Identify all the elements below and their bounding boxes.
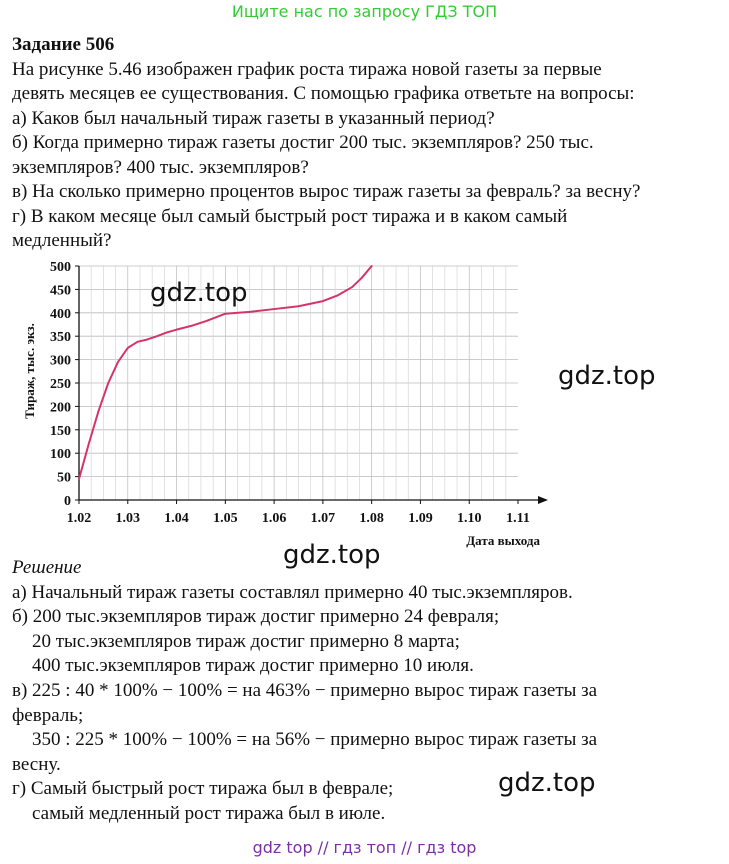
x-axis-label: Дата выхода bbox=[466, 533, 540, 548]
solution-line: а) Начальный тираж газеты составлял примерно 40 тыс.экземпляров. bbox=[12, 581, 573, 603]
x-tick-label: 1.04 bbox=[164, 511, 189, 526]
task-text bbox=[12, 33, 724, 254]
task-line: медленный? bbox=[12, 230, 112, 251]
footer-links: gdz top // гдз топ // гдз top bbox=[252, 838, 477, 857]
solution-line: самый медленный рост тиража был в июле. bbox=[32, 802, 386, 824]
task-line: б) Когда примерно тираж газеты достиг 200 тыс. экземпляров? 250 тыс. bbox=[12, 132, 594, 153]
x-tick-label: 1.08 bbox=[359, 511, 384, 526]
solution-heading: Решение bbox=[12, 557, 82, 578]
x-tick-label: 1.07 bbox=[310, 511, 336, 526]
x-tick-label: 1.10 bbox=[456, 511, 482, 526]
solution-line: весну. bbox=[12, 753, 61, 775]
x-axis-arrow bbox=[538, 496, 548, 504]
task-line: г) В каком месяце был самый быстрый рост тиража и в каком самый bbox=[12, 205, 568, 227]
x-tick-label: 1.06 bbox=[261, 511, 287, 526]
solution-line: в) 225 : 40 * 100% − 100% = на 463% − примерно вырос тираж газеты за bbox=[12, 679, 598, 701]
y-axis-label: Тираж, тыс. экз. bbox=[22, 323, 37, 419]
search-banner: Ищите нас по запросу ГДЗ ТОП bbox=[231, 2, 498, 21]
task-line: На рисунке 5.46 изображен график роста тиража новой газеты за первые bbox=[12, 58, 602, 80]
solution bbox=[12, 556, 724, 827]
y-tick-label: 150 bbox=[50, 423, 71, 439]
y-tick-label: 400 bbox=[50, 306, 71, 322]
y-tick-label: 450 bbox=[50, 283, 71, 299]
task-title: Задание 506 bbox=[12, 34, 115, 55]
y-tick-label: 300 bbox=[50, 353, 71, 369]
task-line: экземпляров? 400 тыс. экземпляров? bbox=[12, 156, 309, 178]
x-tick-label: 1.03 bbox=[115, 511, 141, 526]
watermark: gdz.top bbox=[498, 768, 596, 798]
solution-lines bbox=[12, 581, 724, 827]
chart-svg bbox=[14, 252, 554, 552]
x-tick-label: 1.09 bbox=[408, 511, 433, 526]
solution-line: 20 тыс.экземпляров тираж достиг примерно 8 марта; bbox=[32, 630, 460, 652]
y-tick-label: 50 bbox=[57, 470, 71, 486]
watermark: gdz.top bbox=[150, 278, 248, 308]
y-tick-label: 100 bbox=[50, 447, 71, 463]
solution-line: февраль; bbox=[12, 704, 84, 726]
x-tick-label: 1.05 bbox=[213, 511, 238, 526]
y-tick-label: 0 bbox=[64, 494, 71, 509]
y-tick-label: 500 bbox=[50, 260, 71, 275]
solution-line: б) 200 тыс.экземпляров тираж достиг примерно 24 февраля; bbox=[12, 606, 500, 628]
solution-line: г) Самый быстрый рост тиража был в феврале; bbox=[12, 778, 394, 800]
y-tick-label: 200 bbox=[50, 400, 71, 416]
watermark: gdz.top bbox=[558, 361, 656, 391]
task-line: в) На сколько примерно процентов вырос тираж газеты за февраль? за весну? bbox=[12, 181, 641, 202]
task-line: а) Каков был начальный тираж газеты в указанный период? bbox=[12, 107, 495, 129]
solution-line: 400 тыс.экземпляров тираж достиг примерно 10 июля. bbox=[32, 655, 474, 677]
y-tick-label: 350 bbox=[50, 330, 71, 346]
x-tick-label: 1.11 bbox=[506, 511, 530, 526]
y-tick-label: 250 bbox=[50, 377, 71, 392]
x-tick-label: 1.02 bbox=[66, 511, 92, 526]
task-line: девять месяцев ее существования. С помощью графика ответьте на вопросы: bbox=[12, 83, 635, 104]
watermark: gdz.top bbox=[283, 540, 381, 570]
solution-line: 350 : 225 * 100% − 100% = на 56% − примерно вырос тираж газеты за bbox=[32, 729, 598, 751]
circulation-chart bbox=[14, 252, 554, 552]
